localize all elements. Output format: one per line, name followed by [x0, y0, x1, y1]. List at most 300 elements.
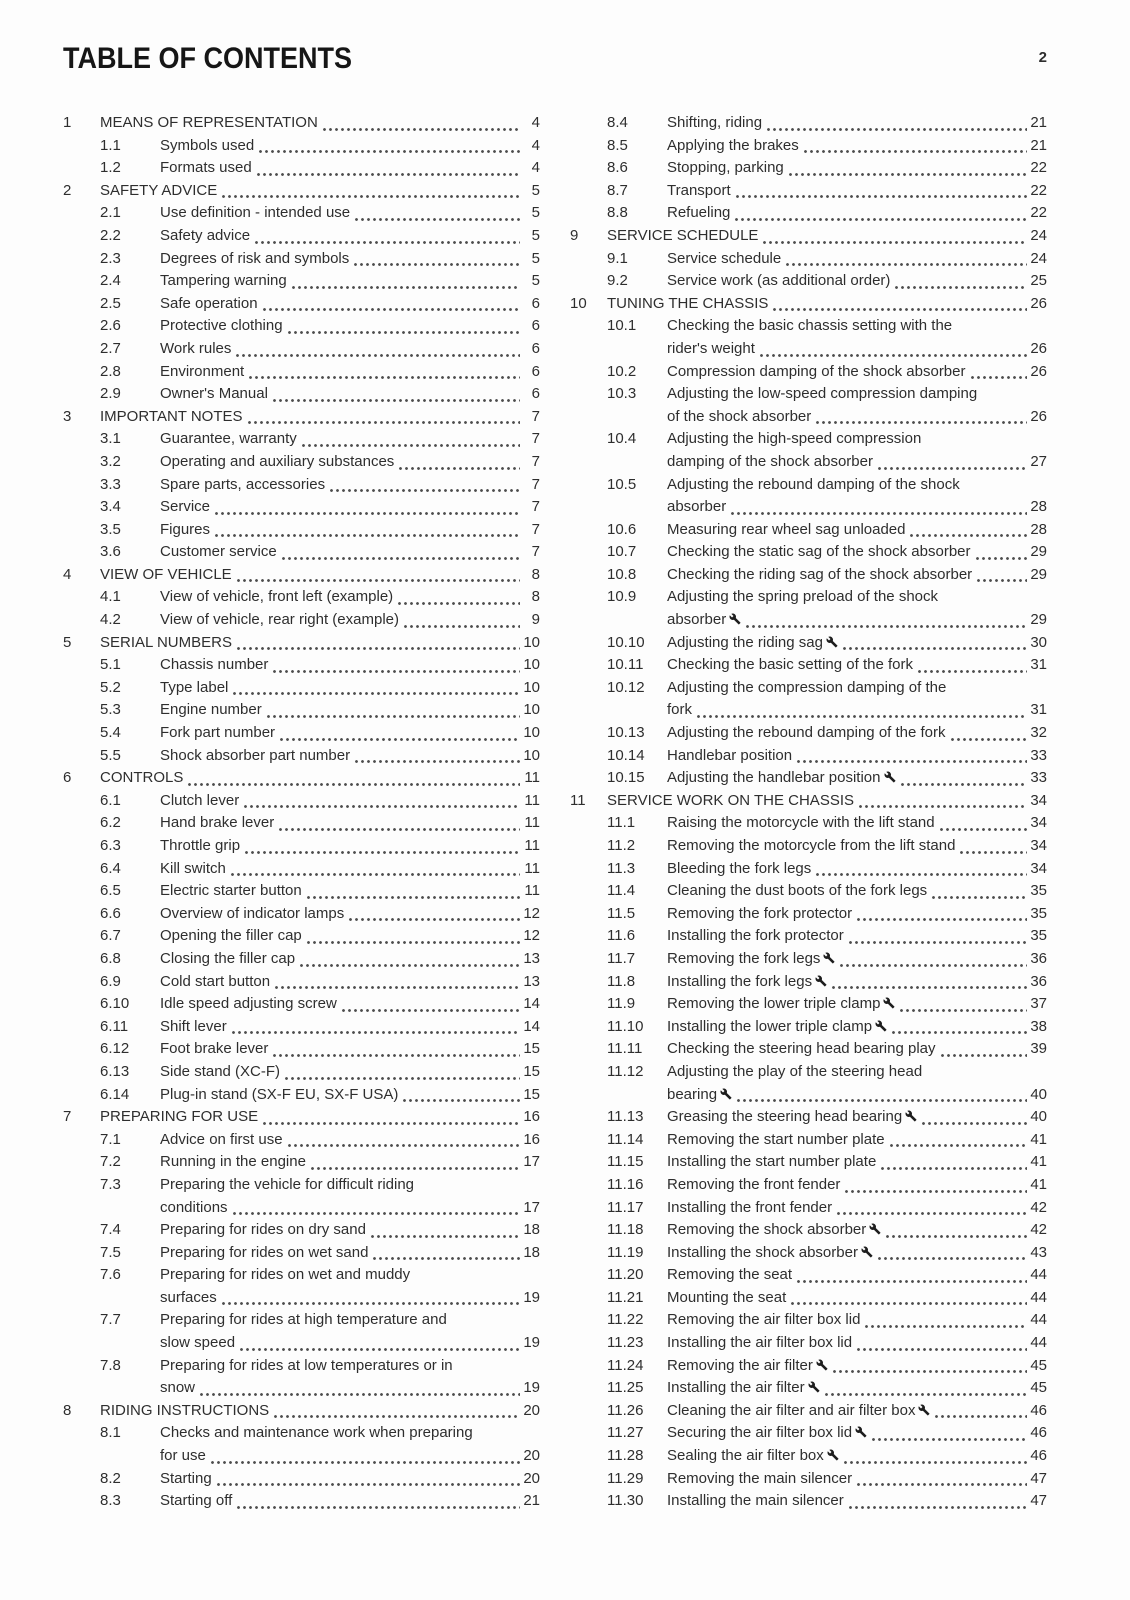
entry-number: 2.6	[100, 317, 121, 335]
toc-sub-entry[interactable]	[63, 157, 540, 180]
toc-sub-entry[interactable]	[570, 1468, 1047, 1491]
entry-title: damping of the shock absorber	[667, 452, 873, 470]
toc-entry-line	[607, 677, 1047, 700]
entry-page-number: 36	[1030, 972, 1047, 990]
dotted-leader	[797, 1280, 1027, 1283]
entry-page-number: 10	[523, 746, 540, 764]
entry-title: Preparing the vehicle for difficult riding	[160, 1175, 415, 1193]
dotted-leader	[760, 354, 1027, 357]
dotted-leader	[244, 805, 520, 808]
toc-sub-entry[interactable]	[63, 1151, 540, 1174]
dotted-leader	[200, 1393, 520, 1396]
toc-entry-line	[100, 812, 540, 835]
toc-sub-entry[interactable]	[63, 971, 540, 994]
entry-page-number: 15	[523, 1085, 540, 1103]
toc-sub-entry[interactable]	[570, 880, 1047, 903]
toc-entry-line	[100, 1038, 540, 1061]
entry-number: 11.15	[607, 1153, 644, 1171]
entry-title: Cold start button	[160, 972, 271, 990]
toc-sub-entry[interactable]	[63, 1422, 540, 1467]
entry-title: Raising the motorcycle with the lift stand	[667, 814, 935, 832]
toc-entry-line	[607, 1309, 1047, 1332]
toc-entry-line	[100, 270, 540, 293]
toc-sub-entry[interactable]	[570, 1038, 1047, 1061]
toc-entry-line	[63, 564, 540, 587]
entry-page-number: 5	[531, 204, 540, 222]
dotted-leader	[857, 918, 1027, 921]
toc-entry-line	[607, 925, 1047, 948]
toc-entry-line	[100, 202, 540, 225]
entry-title: Use definition - intended use	[160, 204, 351, 222]
dotted-leader	[292, 286, 520, 289]
toc-sub-entry[interactable]	[570, 1400, 1047, 1423]
toc-sub-entry[interactable]	[570, 767, 1047, 790]
toc-sub-entry[interactable]	[63, 1084, 540, 1107]
toc-sub-entry[interactable]	[63, 699, 540, 722]
toc-sub-entry[interactable]	[570, 1106, 1047, 1129]
entry-page-number: 26	[1030, 294, 1047, 312]
toc-sub-entry[interactable]	[63, 541, 540, 564]
dotted-leader	[355, 218, 520, 221]
toc-sub-entry[interactable]	[570, 1129, 1047, 1152]
toc-sub-entry[interactable]	[570, 1242, 1047, 1265]
toc-entry-line	[100, 699, 540, 722]
toc-sub-entry[interactable]	[570, 428, 1047, 473]
toc-sub-entry[interactable]	[63, 993, 540, 1016]
toc-sub-entry[interactable]	[63, 315, 540, 338]
entry-number: 10.6	[607, 520, 637, 538]
dotted-leader	[910, 534, 1027, 537]
toc-sub-entry[interactable]	[570, 474, 1047, 519]
entry-number: 6.13	[100, 1062, 130, 1080]
toc-entry-line	[607, 722, 1047, 745]
toc-section-entry[interactable]	[570, 293, 1047, 316]
entry-page-number: 29	[1030, 565, 1047, 583]
toc-entry-line	[100, 903, 540, 926]
entry-number: 11.6	[607, 927, 636, 945]
toc-sub-entry[interactable]	[570, 586, 1047, 631]
toc-sub-entry[interactable]	[63, 722, 540, 745]
entry-page-number: 44	[1030, 1334, 1047, 1352]
toc-sub-entry[interactable]	[63, 835, 540, 858]
entry-page-number: 26	[1030, 362, 1047, 380]
entry-title: SERVICE SCHEDULE	[607, 226, 759, 244]
toc-entry-line	[100, 541, 540, 564]
entry-page-number: 11	[524, 814, 540, 832]
entry-page-number: 34	[1030, 791, 1047, 809]
entry-page-number: 6	[531, 339, 540, 357]
toc-sub-entry[interactable]	[63, 858, 540, 881]
entry-number: 11.24	[607, 1356, 644, 1374]
toc-sub-entry[interactable]	[63, 1264, 540, 1309]
toc-sub-entry[interactable]	[570, 361, 1047, 384]
dotted-leader	[245, 851, 520, 854]
dotted-leader	[217, 1483, 520, 1486]
entry-title: Installing the main silencer	[667, 1492, 844, 1510]
toc-sub-entry[interactable]	[63, 135, 540, 158]
toc-sub-entry[interactable]	[570, 1219, 1047, 1242]
entry-number: 2.1	[100, 204, 121, 222]
entry-title: Applying the brakes	[667, 136, 799, 154]
toc-sub-entry[interactable]	[570, 1377, 1047, 1400]
dotted-leader	[736, 195, 1027, 198]
dotted-leader	[697, 715, 1027, 718]
entry-number: 4.1	[100, 588, 121, 606]
toc-sub-entry[interactable]	[570, 180, 1047, 203]
entry-number: 8.3	[100, 1492, 121, 1510]
toc-sub-entry[interactable]	[63, 293, 540, 316]
entry-number: 10.4	[607, 430, 637, 448]
toc-section-entry[interactable]	[63, 632, 540, 655]
toc-sub-entry[interactable]	[570, 1061, 1047, 1106]
toc-sub-entry[interactable]	[570, 1332, 1047, 1355]
entry-number: 11.20	[607, 1266, 644, 1284]
entry-page-number: 12	[523, 927, 540, 945]
toc-section-entry[interactable]	[63, 767, 540, 790]
toc-sub-entry[interactable]	[63, 1309, 540, 1354]
entry-title: absorber	[667, 498, 727, 516]
entry-page-number: 19	[523, 1334, 540, 1352]
entry-page-number: 13	[523, 972, 540, 990]
toc-section-entry[interactable]	[63, 180, 540, 203]
toc-sub-entry[interactable]	[63, 745, 540, 768]
entry-page-number: 44	[1030, 1288, 1047, 1306]
toc-sub-entry[interactable]	[63, 202, 540, 225]
toc-entry-line	[100, 1377, 540, 1400]
toc-sub-entry[interactable]	[63, 225, 540, 248]
toc-sub-entry[interactable]	[570, 677, 1047, 722]
entry-page-number: 47	[1030, 1469, 1047, 1487]
toc-sub-entry[interactable]	[570, 1264, 1047, 1287]
entry-page-number: 25	[1030, 272, 1047, 290]
toc-sub-entry[interactable]	[63, 1219, 540, 1242]
entry-page-number: 46	[1030, 1447, 1047, 1465]
dotted-leader	[951, 738, 1027, 741]
toc-sub-entry[interactable]	[570, 248, 1047, 271]
toc-sub-entry[interactable]	[63, 383, 540, 406]
entry-number: 6.8	[100, 949, 121, 967]
dotted-leader	[302, 444, 520, 447]
toc-entry-line	[100, 1174, 540, 1197]
dotted-leader	[767, 128, 1027, 131]
page-number: 2	[1038, 49, 1047, 66]
toc-sub-entry[interactable]	[570, 1490, 1047, 1513]
toc-sub-entry[interactable]	[63, 451, 540, 474]
toc-section-entry[interactable]	[63, 564, 540, 587]
entry-page-number: 11	[524, 769, 540, 787]
toc-sub-entry[interactable]	[570, 632, 1047, 655]
toc-sub-entry[interactable]	[63, 1038, 540, 1061]
toc-entry-line	[100, 835, 540, 858]
entry-page-number: 41	[1030, 1130, 1047, 1148]
toc-sub-entry[interactable]	[570, 315, 1047, 360]
toc-sub-entry[interactable]	[570, 1174, 1047, 1197]
dotted-leader	[881, 1167, 1027, 1170]
toc-sub-entry[interactable]	[63, 428, 540, 451]
toc-entry-line	[63, 406, 540, 429]
toc-sub-entry[interactable]	[63, 1468, 540, 1491]
toc-entry-line	[63, 632, 540, 655]
toc-entry-line	[607, 474, 1047, 497]
entry-title: Throttle grip	[160, 837, 241, 854]
toc-entry-line	[607, 1445, 1047, 1468]
entry-number: 6.3	[100, 837, 121, 854]
entry-number: 11.16	[607, 1175, 644, 1193]
dotted-leader	[188, 783, 520, 786]
entry-title: slow speed	[160, 1334, 236, 1352]
toc-sub-entry[interactable]	[63, 338, 540, 361]
toc-entry-line	[63, 180, 540, 203]
entry-number: 2.9	[100, 385, 121, 403]
entry-title: Installing the air filter	[667, 1377, 820, 1400]
entry-page-number: 5	[531, 272, 540, 290]
entry-title: Removing the main silencer	[667, 1469, 853, 1487]
toc-sub-entry[interactable]	[570, 541, 1047, 564]
entry-number: 6	[63, 769, 72, 787]
entry-page-number: 20	[523, 1469, 540, 1487]
entry-title: Formats used	[160, 159, 252, 177]
toc-sub-entry[interactable]	[570, 135, 1047, 158]
toc-sub-entry[interactable]	[63, 586, 540, 609]
dotted-leader	[282, 557, 520, 560]
entry-page-number: 19	[523, 1379, 540, 1397]
entry-page-number: 26	[1030, 407, 1047, 425]
toc-entry-line	[607, 496, 1047, 519]
dotted-leader	[267, 715, 520, 718]
toc-sub-entry[interactable]	[570, 157, 1047, 180]
toc-sub-entry[interactable]	[570, 1197, 1047, 1220]
dotted-leader	[878, 1257, 1027, 1260]
toc-sub-entry[interactable]	[63, 609, 540, 632]
entry-title: for use	[160, 1447, 206, 1465]
entry-title: Checking the basic chassis setting with the	[667, 317, 953, 335]
entry-page-number: 16	[523, 1130, 540, 1148]
dotted-leader	[746, 625, 1027, 628]
toc-sub-entry[interactable]	[63, 474, 540, 497]
toc-entry-line	[607, 451, 1047, 474]
entry-number: 8	[63, 1401, 72, 1419]
entry-title: Kill switch	[160, 859, 226, 877]
entry-title: Securing the air filter box lid	[667, 1422, 867, 1445]
toc-sub-entry[interactable]	[63, 1355, 540, 1400]
toc-sub-entry[interactable]	[570, 383, 1047, 428]
toc-sub-entry[interactable]	[570, 903, 1047, 926]
entry-number: 2.8	[100, 362, 121, 380]
entry-page-number: 10	[523, 633, 540, 651]
entry-title: MEANS OF REPRESENTATION	[100, 114, 318, 131]
toc-entry-line	[607, 586, 1047, 609]
entry-number: 2.7	[100, 339, 121, 357]
toc-sub-entry[interactable]	[63, 677, 540, 700]
toc-sub-entry[interactable]	[63, 948, 540, 971]
entry-title: Cleaning the air filter and air filter box	[667, 1400, 930, 1423]
entry-number: 11.27	[607, 1424, 644, 1442]
toc-sub-entry[interactable]	[63, 1061, 540, 1084]
toc-entry-line	[100, 1445, 540, 1468]
dotted-leader	[300, 964, 520, 967]
toc-entry-line	[570, 293, 1047, 316]
toc-entry-line	[100, 383, 540, 406]
toc-sub-entry[interactable]	[570, 1309, 1047, 1332]
entry-title: Shifting, riding	[667, 114, 763, 131]
toc-sub-entry[interactable]	[570, 1355, 1047, 1378]
toc-entry-line	[607, 835, 1047, 858]
entry-title: Environment	[160, 362, 245, 380]
entry-number: 7.7	[100, 1311, 121, 1329]
toc-sub-entry[interactable]	[63, 519, 540, 542]
dotted-leader	[977, 579, 1027, 582]
entry-title: Type label	[160, 678, 229, 696]
entry-title: bearing	[667, 1084, 732, 1107]
entry-title: Transport	[667, 181, 731, 199]
entry-page-number: 16	[523, 1108, 540, 1126]
toc-sub-entry[interactable]	[570, 1287, 1047, 1310]
toc-sub-entry[interactable]	[570, 1445, 1047, 1468]
toc-entry-line	[607, 632, 1047, 655]
toc-entry-line	[607, 135, 1047, 158]
toc-sub-entry[interactable]	[63, 248, 540, 271]
entry-number: 10.5	[607, 475, 637, 493]
toc-entry-line	[607, 519, 1047, 542]
entry-title: Opening the filler cap	[160, 927, 302, 945]
entry-page-number: 8	[531, 565, 540, 583]
toc-sub-entry[interactable]	[570, 1151, 1047, 1174]
entry-number: 9.1	[607, 249, 628, 267]
entry-title: Preparing for rides at high temperature and	[160, 1311, 447, 1329]
dotted-leader	[878, 467, 1027, 470]
entry-page-number: 6	[531, 294, 540, 312]
dotted-leader	[279, 828, 520, 831]
dotted-leader	[285, 1077, 520, 1080]
entry-title: Compression damping of the shock absorber	[667, 362, 966, 380]
toc-section-entry[interactable]	[63, 1106, 540, 1129]
entry-title: Removing the fork legs	[667, 948, 835, 971]
dotted-leader	[311, 1167, 520, 1170]
toc-entry-line	[607, 1287, 1047, 1310]
entry-number: 4.2	[100, 611, 121, 629]
toc-sub-entry[interactable]	[63, 1016, 540, 1039]
entry-number: 1	[63, 114, 72, 131]
toc-entry-line	[607, 428, 1047, 451]
dotted-leader	[215, 512, 520, 515]
toc-entry-line	[570, 790, 1047, 813]
toc-sub-entry[interactable]	[63, 903, 540, 926]
toc-sub-entry[interactable]	[570, 654, 1047, 677]
toc-entry-line	[63, 1400, 540, 1423]
toc-sub-entry[interactable]	[63, 496, 540, 519]
entry-title: Adjusting the rebound damping of the shock	[667, 475, 960, 493]
toc-sub-entry[interactable]	[570, 270, 1047, 293]
toc-sub-entry[interactable]	[63, 812, 540, 835]
wrench-icon	[816, 1359, 828, 1371]
entry-number: 8.5	[607, 136, 628, 154]
dotted-leader	[918, 670, 1027, 673]
toc-entry-line	[100, 451, 540, 474]
dotted-leader	[237, 647, 520, 650]
entry-title: Figures	[160, 520, 211, 538]
entry-title: Engine number	[160, 701, 262, 719]
entry-page-number: 14	[523, 1017, 540, 1035]
toc-entry-line	[100, 1151, 540, 1174]
toc-sub-entry[interactable]	[570, 519, 1047, 542]
entry-title: snow	[160, 1379, 196, 1397]
toc-entry-line	[607, 1264, 1047, 1287]
entry-page-number: 34	[1030, 859, 1047, 877]
toc-sub-entry[interactable]	[570, 993, 1047, 1016]
toc-sub-entry[interactable]	[63, 925, 540, 948]
dotted-leader	[837, 1212, 1027, 1215]
entry-title: Removing the lower triple clamp	[667, 993, 895, 1016]
toc-sub-entry[interactable]	[570, 564, 1047, 587]
entry-page-number: 11	[524, 791, 540, 809]
toc-sub-entry[interactable]	[63, 1490, 540, 1513]
toc-entry-line	[607, 338, 1047, 361]
toc-sub-entry[interactable]	[63, 1129, 540, 1152]
entry-number: 3.1	[100, 430, 121, 448]
toc-sub-entry[interactable]	[570, 202, 1047, 225]
entry-title: Installing the start number plate	[667, 1153, 877, 1171]
toc-section-entry[interactable]	[63, 112, 540, 135]
entry-page-number: 10	[523, 656, 540, 674]
toc-sub-entry[interactable]	[63, 270, 540, 293]
toc-sub-entry[interactable]	[570, 722, 1047, 745]
entry-number: 3.3	[100, 475, 121, 493]
toc-sub-entry[interactable]	[63, 880, 540, 903]
toc-section-entry[interactable]	[570, 225, 1047, 248]
entry-page-number: 42	[1030, 1221, 1047, 1239]
toc-entry-line	[607, 1129, 1047, 1152]
toc-sub-entry[interactable]	[570, 925, 1047, 948]
toc-sub-entry[interactable]	[570, 1422, 1047, 1445]
toc-entry-line	[607, 1038, 1047, 1061]
dotted-leader	[789, 173, 1027, 176]
toc-section-entry[interactable]	[63, 1400, 540, 1423]
toc-sub-entry[interactable]	[63, 1242, 540, 1265]
entry-page-number: 21	[1030, 136, 1047, 154]
dotted-leader	[892, 1031, 1027, 1034]
entry-number: 7.2	[100, 1153, 121, 1171]
toc-entry-line	[607, 112, 1047, 135]
entry-number: 1.2	[100, 159, 121, 177]
entry-number: 7.3	[100, 1175, 121, 1193]
entry-page-number: 22	[1030, 181, 1047, 199]
toc-sub-entry[interactable]	[63, 654, 540, 677]
toc-sub-entry[interactable]	[570, 858, 1047, 881]
toc-entry-line	[100, 474, 540, 497]
toc-entry-line	[100, 1355, 540, 1378]
toc-sub-entry[interactable]	[570, 745, 1047, 768]
toc-section-entry[interactable]	[63, 406, 540, 429]
entry-title: Preparing for rides on dry sand	[160, 1221, 366, 1239]
toc-sub-entry[interactable]	[63, 361, 540, 384]
entry-number: 6.2	[100, 814, 121, 832]
toc-sub-entry[interactable]	[570, 835, 1047, 858]
toc-sub-entry[interactable]	[570, 112, 1047, 135]
entry-title: Refueling	[667, 204, 731, 222]
toc-sub-entry[interactable]	[570, 971, 1047, 994]
toc-entry-line	[607, 1400, 1047, 1423]
entry-number: 11.19	[607, 1243, 644, 1261]
entry-number: 7.4	[100, 1221, 121, 1239]
toc-sub-entry[interactable]	[63, 1174, 540, 1219]
toc-sub-entry[interactable]	[570, 948, 1047, 971]
toc-section-entry[interactable]	[570, 790, 1047, 813]
toc-sub-entry[interactable]	[570, 812, 1047, 835]
toc-sub-entry[interactable]	[63, 790, 540, 813]
toc-sub-entry[interactable]	[570, 1016, 1047, 1039]
wrench-icon	[823, 952, 835, 964]
entry-number: 11.30	[607, 1492, 644, 1510]
